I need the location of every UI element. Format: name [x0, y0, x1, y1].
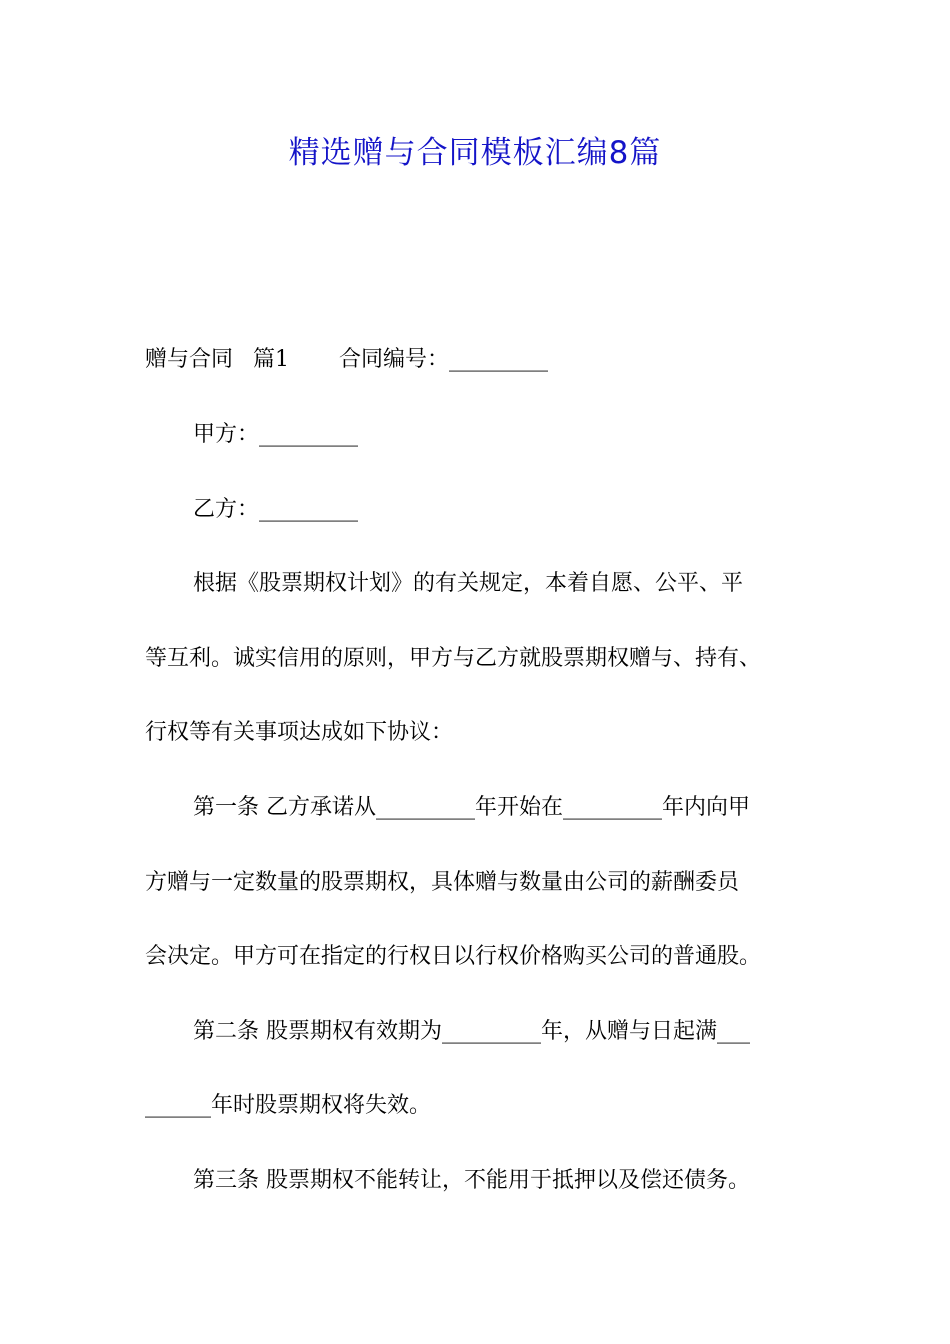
section-label: 赠与合同: [145, 347, 234, 372]
document-title: 精选赠与合同模板汇编8篇: [288, 135, 662, 171]
party-b-line: 乙方：_________: [193, 497, 359, 522]
party-a-line: 甲方：_________: [193, 422, 359, 447]
contract-number-label: 合同编号：_________: [339, 347, 549, 372]
paragraph-line: 行权等有关事项达成如下协议：: [145, 720, 454, 745]
paragraph-line: ______年时股票期权将失效。: [145, 1093, 432, 1118]
paragraph-line: 方赠与一定数量的股票期权，具体赠与数量由公司的薪酬委员: [145, 870, 740, 895]
contract-header-line: [145, 344, 825, 376]
paragraph-line: 会决定。甲方可在指定的行权日以行权价格购买公司的普通股。: [145, 944, 762, 969]
paragraph-line: 根据《股票期权计划》的有关规定，本着自愿、公平、平: [193, 571, 744, 596]
article-one-line: 第一条 乙方承诺从_________年开始在_________年内向甲: [193, 795, 750, 820]
paragraph-line: 等互利。诚实信用的原则，甲方与乙方就股票期权赠与、持有、: [145, 646, 762, 671]
article-three-line: 第三条 股票期权不能转让，不能用于抵押以及偿还债务。: [193, 1168, 750, 1193]
article-two-line: 第二条 股票期权有效期为_________年，从赠与日起满___: [193, 1019, 750, 1044]
part-label: 篇1: [253, 347, 290, 372]
